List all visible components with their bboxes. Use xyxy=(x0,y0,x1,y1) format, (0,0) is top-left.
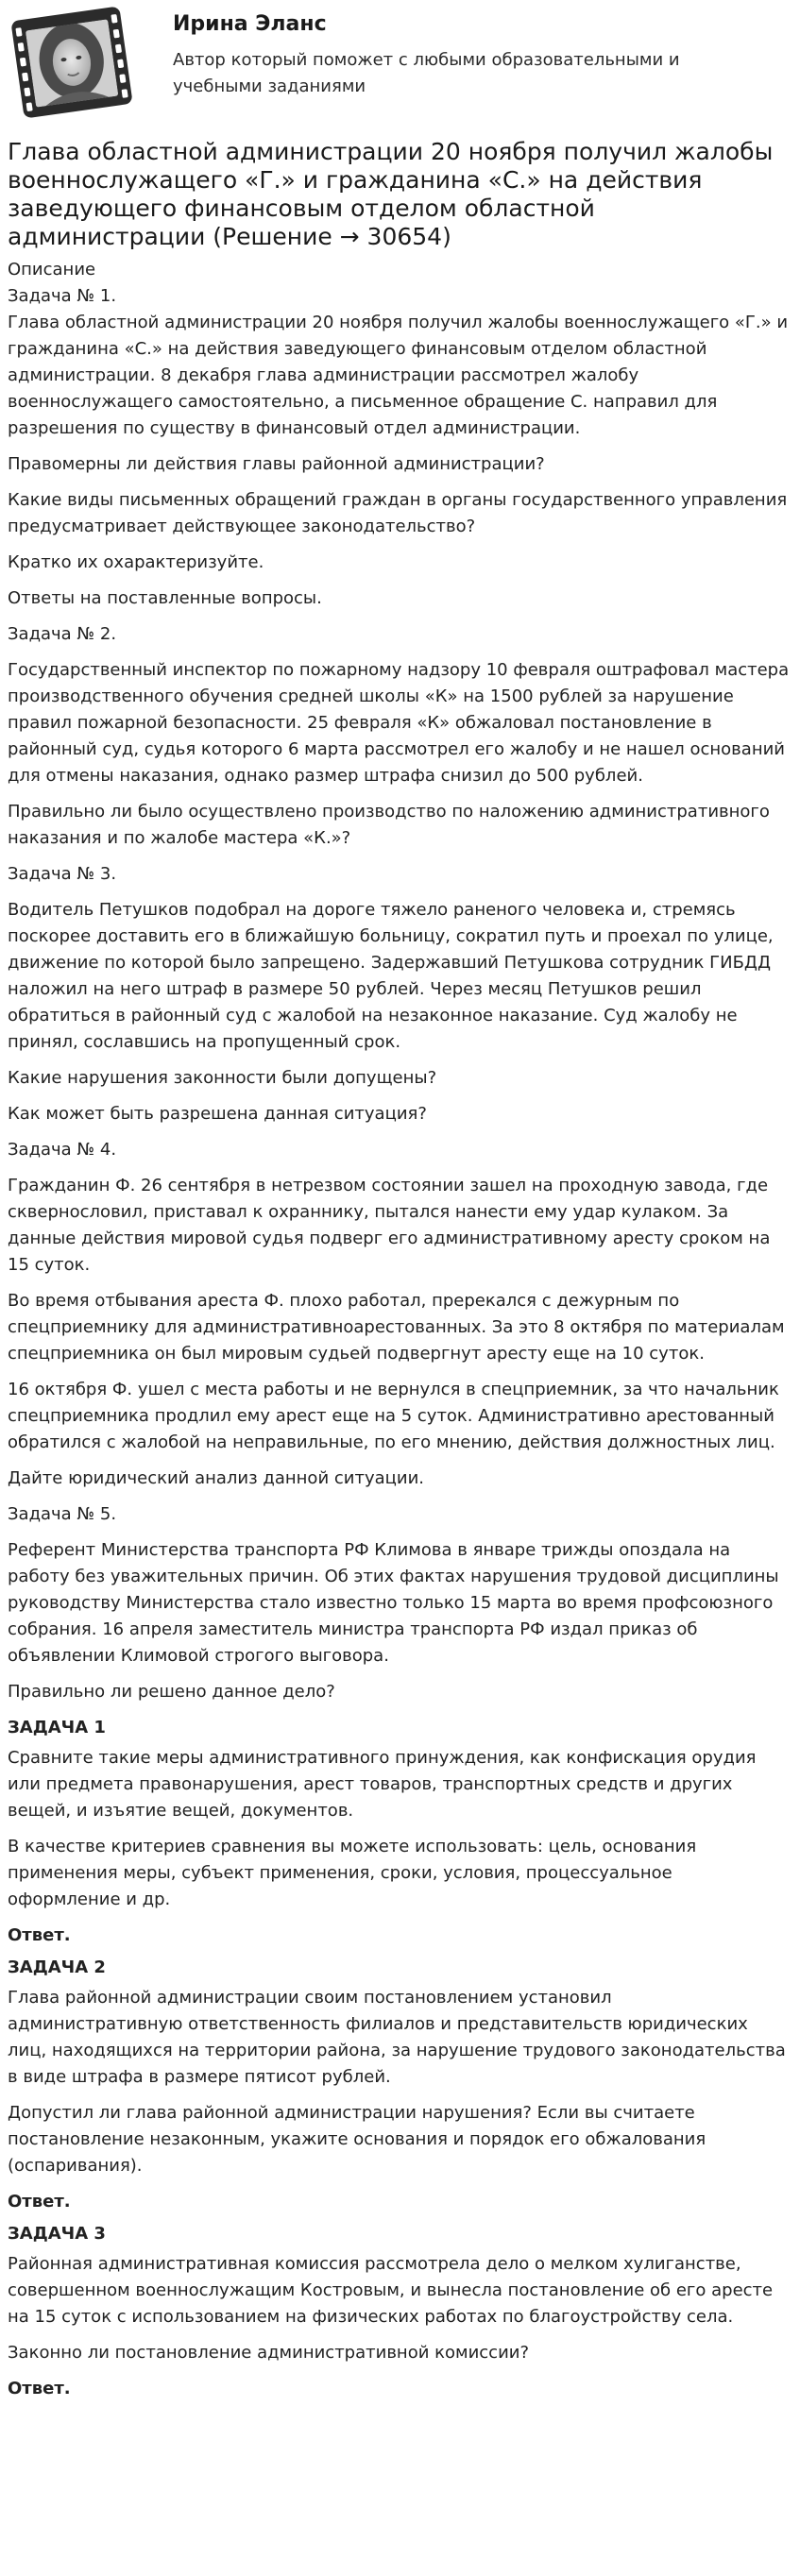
text-paragraph: Задача № 1. xyxy=(8,286,117,306)
task-body xyxy=(8,257,790,2402)
text-paragraph: Во время отбывания ареста Ф. плохо работал, пререкался с дежурным по спецприемнику для административноарестованных. За это 8 октября по материалам спецприемника он был мировым судьей подвергнут аресту еще на 10 суток. xyxy=(8,1291,785,1364)
text-paragraph: Референт Министерства транспорта РФ Климова в январе трижды опоздала на работу без уважительных причин. Об этих фактах нарушения трудовой дисциплины руководству Министерства стало известно только 15 марта во время профсоюзного собрания. 16 апреля заместитель министра транспорта РФ издал приказ об объявлении Климовой строгого выговора. xyxy=(8,1540,779,1666)
task-heading: ЗАДАЧА 2 xyxy=(8,1957,106,1977)
text-paragraph: Какие нарушения законности были допущены? xyxy=(8,1068,437,1088)
text-paragraph: Правомерны ли действия главы районной администрации? xyxy=(8,454,545,474)
text-paragraph: 16 октября Ф. ушел с места работы и не вернулся в спецприемник, за что начальник спецприемника продлил ему арест еще на 5 суток. Административно арестованный обратился с жалобой на неправильные, по его мнению, действия должностных лиц. xyxy=(8,1380,779,1452)
author-card xyxy=(8,6,792,121)
text-paragraph: Задача № 3. xyxy=(8,864,117,884)
author-description: Автор который поможет с любыми образовательными и учебными заданиями xyxy=(173,50,680,96)
text-paragraph: Задача № 4. xyxy=(8,1140,117,1160)
text-paragraph: Водитель Петушков подобрал на дороге тяжело раненого человека и, стремясь поскорее доставить его в ближайшую больницу, сократил путь и проехал по улице, движение по которой было запрещено. Задержавший Петушкова сотрудник ГИБДД наложил на него штраф в размере 50 рублей. Через месяц Петушков решил обратиться в районный суд с жалобой на незаконное наказание. Суд жалобу не принял, сославшись на пропущенный срок. xyxy=(8,900,774,1052)
text-paragraph: Дайте юридический анализ данной ситуации. xyxy=(8,1468,424,1488)
author-name[interactable]: Ирина Эланс xyxy=(173,12,327,36)
text-paragraph: Задача № 5. xyxy=(8,1504,117,1524)
answer-label: Ответ. xyxy=(8,2379,71,2398)
answer-label: Ответ. xyxy=(8,2192,71,2212)
author-avatar-icon[interactable] xyxy=(8,6,136,119)
text-paragraph: Районная административная комиссия рассмотрела дело о мелком хулиганстве, совершенном военнослужащим Костровым, и вынесла постановление об его аресте на 15 суток с использованием на физических работах по благоустройству села. xyxy=(8,2254,774,2327)
text-paragraph: Сравните такие меры административного принуждения, как конфискация орудия или предмета правонарушения, арест товаров, транспортных средств и других вещей, и изъятие вещей, документов. xyxy=(8,1748,757,1821)
page-title: Глава областной администрации 20 ноября получил жалобы военнослужащего «Г.» и гражданина «С.» на действия заведующего финансовым отделом областной администрации (Решение → 30654) xyxy=(8,138,774,250)
text-paragraph: Правильно ли решено данное дело? xyxy=(8,1682,335,1702)
text-paragraph: Законно ли постановление административной комиссии? xyxy=(8,2343,530,2363)
answer-label: Ответ. xyxy=(8,1925,71,1945)
task-content xyxy=(8,138,790,2408)
text-paragraph: Гражданин Ф. 26 сентября в нетрезвом состоянии зашел на проходную завода, где сквернословил, приставал к охраннику, пытался нанести ему удар кулаком. За данные действия мировой судья подверг его административному аресту сроком на 15 суток. xyxy=(8,1176,771,1275)
text-paragraph: Какие виды письменных обращений граждан в органы государственного управления предусматривает действующее законодательство? xyxy=(8,490,788,536)
task-heading: ЗАДАЧА 1 xyxy=(8,1718,106,1737)
text-paragraph: Глава районной администрации своим постановлением установил административную ответственность филиалов и представительств юридических лиц, находящихся на территории района, за нарушение трудового законодательства в виде штрафа в размере пятисот рублей. xyxy=(8,1988,786,2087)
text-paragraph: Глава областной администрации 20 ноября получил жалобы военнослужащего «Г.» и гражданина «С.» на действия заведующего финансовым отделом областной администрации. 8 декабря глава администрации рассмотрел жалобу военнослужащего самостоятельно, а письменное обращение С. направил для разрешения по существу в финансовый отдел администрации. xyxy=(8,313,789,438)
text-paragraph: Государственный инспектор по пожарному надзору 10 февраля оштрафовал мастера производственного обучения средней школы «К» на 1500 рублей за нарушение правил пожарной безопасности. 25 февраля «К» обжаловал постановление в районный суд, судья которого 6 марта рассмотрел его жалобу и не нашел оснований для отмены наказания, однако размер штрафа снизил до 500 рублей. xyxy=(8,660,790,786)
text-paragraph: Правильно ли было осуществлено производство по наложению административного наказания и по жалобе мастера «К.»? xyxy=(8,802,770,848)
task-heading: ЗАДАЧА 3 xyxy=(8,2224,106,2244)
text-paragraph: Как может быть разрешена данная ситуация? xyxy=(8,1104,427,1124)
text-paragraph: Задача № 2. xyxy=(8,624,117,644)
text-paragraph: Кратко их охарактеризуйте. xyxy=(8,552,264,572)
text-paragraph: Допустил ли глава районной администрации нарушения? Если вы считаете постановление незаконным, укажите основания и порядок его обжалования (оспаривания). xyxy=(8,2103,706,2176)
text-paragraph: Ответы на поставленные вопросы. xyxy=(8,588,322,608)
text-paragraph: В качестве критериев сравнения вы можете использовать: цель, основания применения меры, субъект применения, сроки, условия, процессуальное оформление и др. xyxy=(8,1837,697,1909)
description-label: Описание xyxy=(8,260,96,280)
